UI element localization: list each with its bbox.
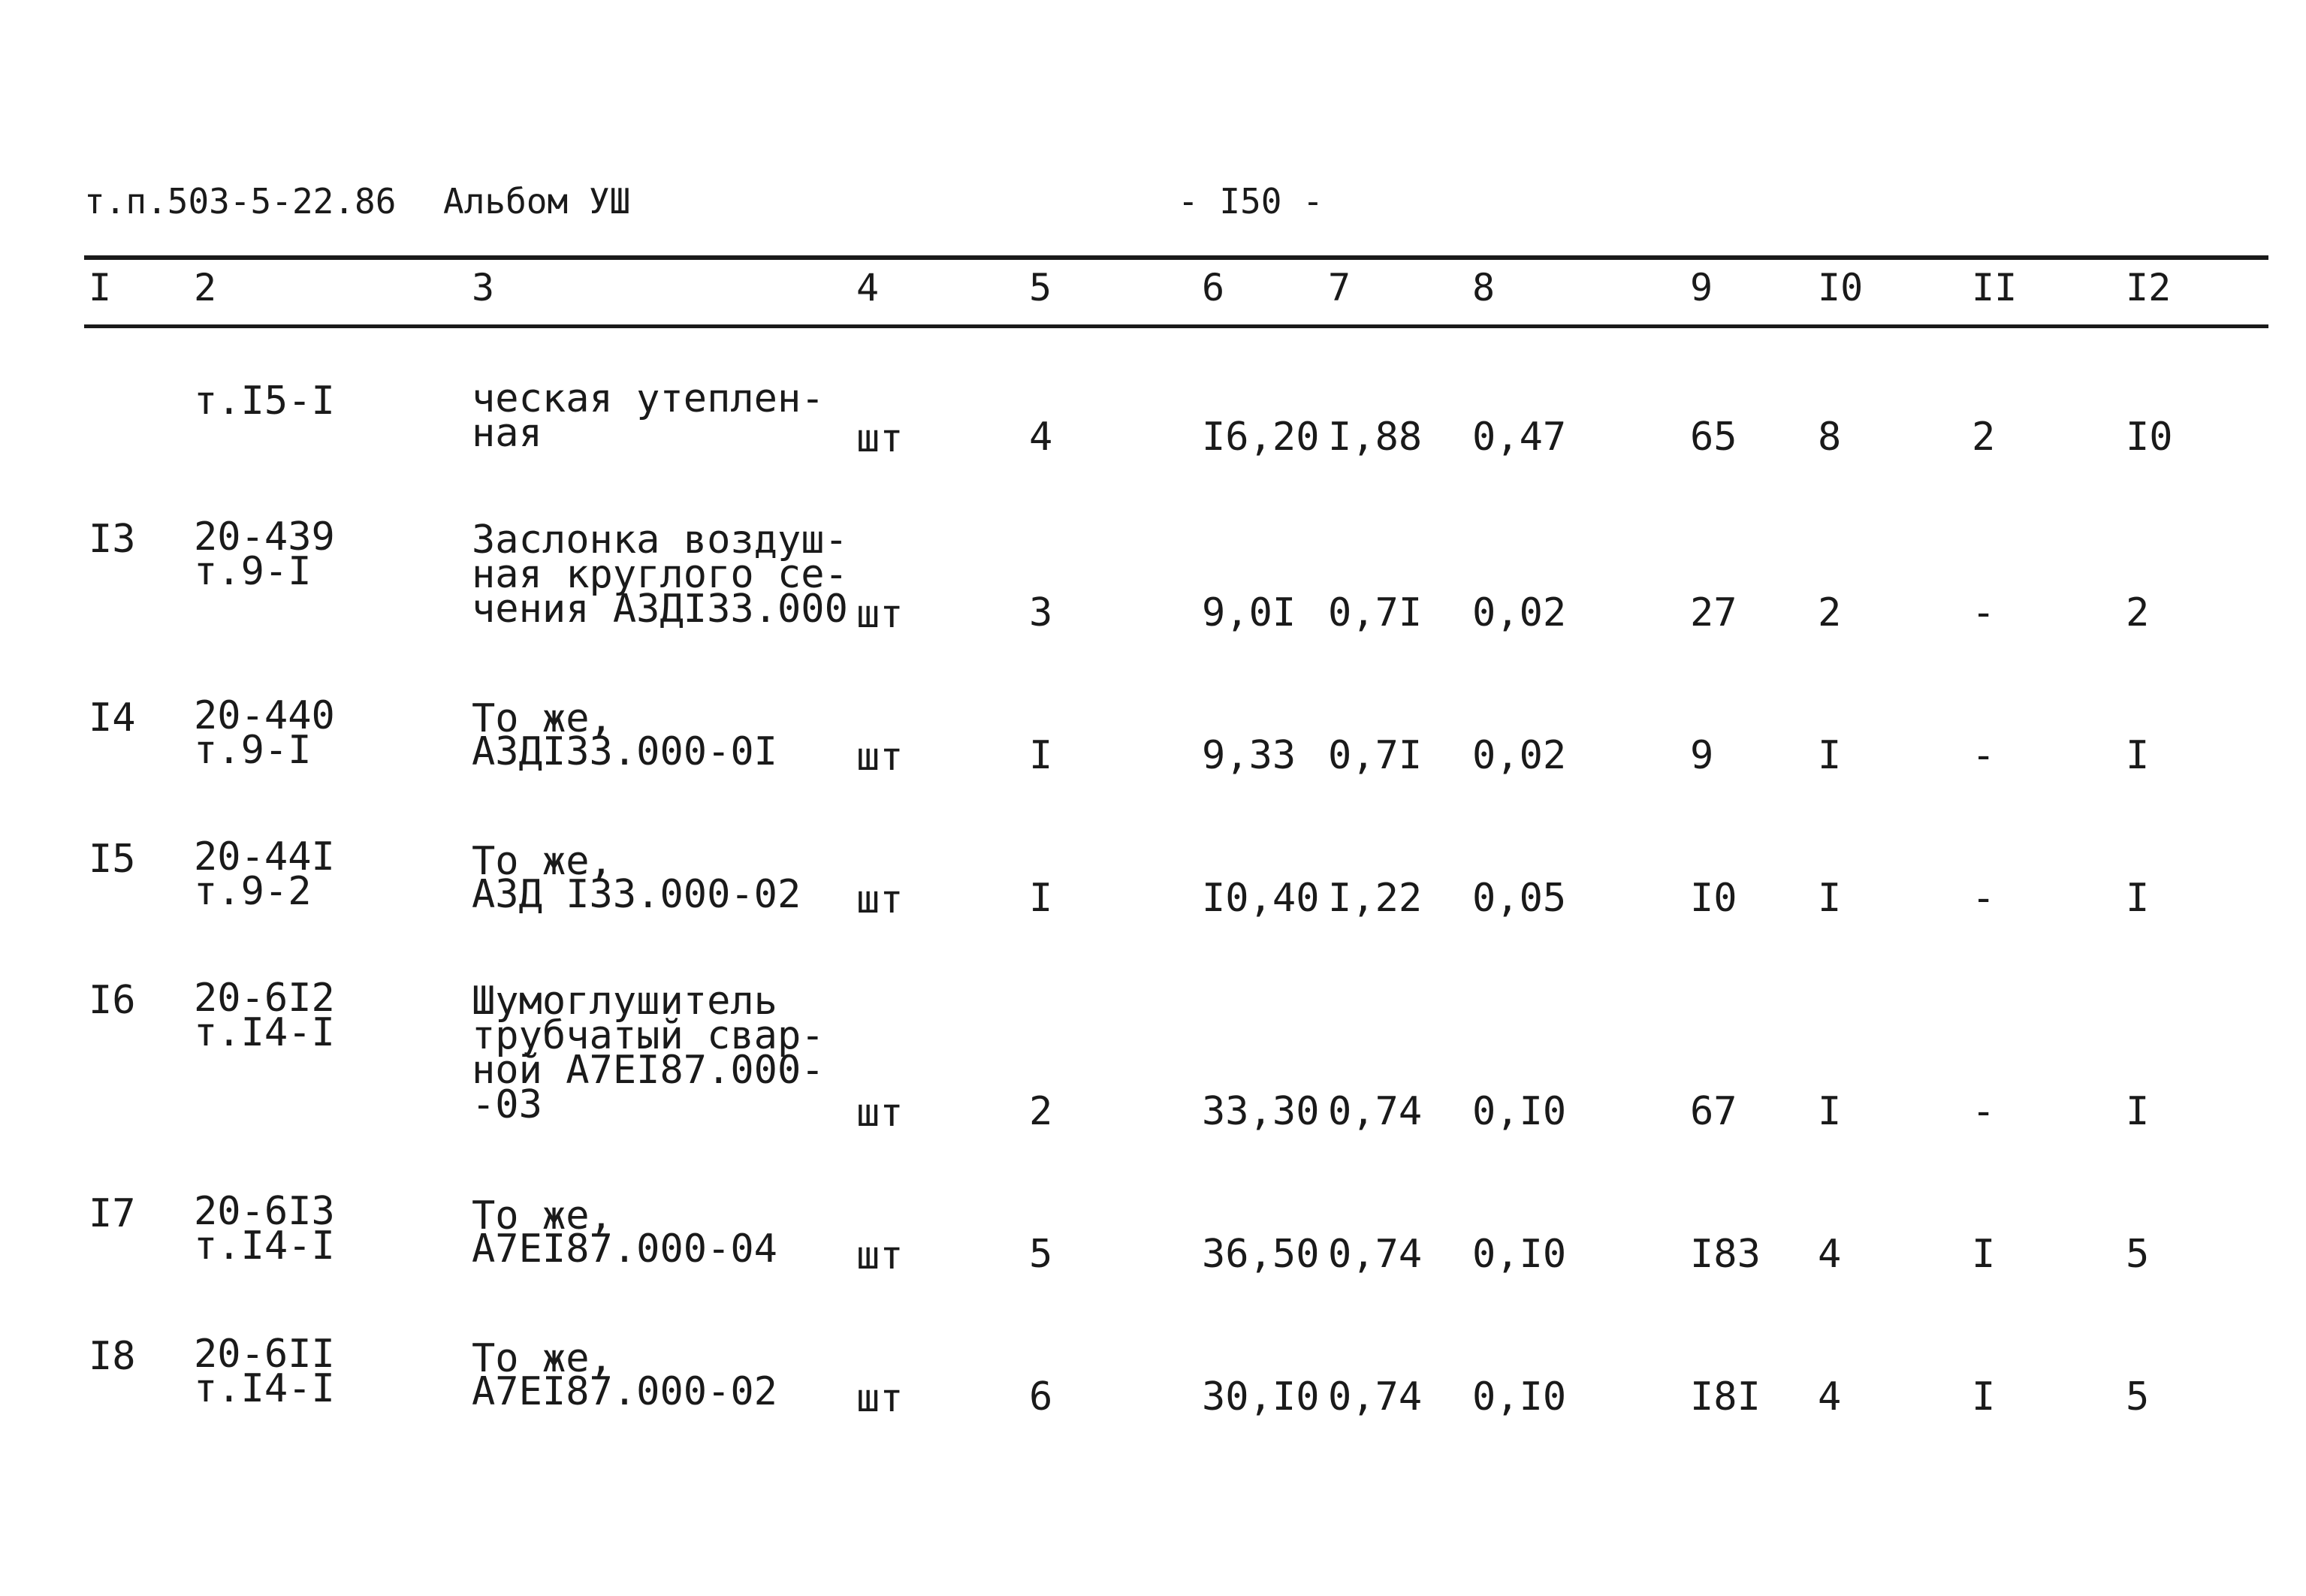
col11-cell: - — [1972, 876, 1996, 921]
col12-cell: I — [2126, 876, 2150, 921]
col7-cell: 0,7I — [1328, 733, 1423, 778]
col9-cell: 67 — [1690, 1089, 1737, 1134]
col6-cell: 9,0I — [1202, 590, 1296, 635]
catalog-ref-line: 20-6I2 — [194, 976, 335, 1021]
unit-cell: шт — [856, 877, 904, 922]
unit-cell: шт — [856, 735, 904, 780]
col8-cell: 0,47 — [1472, 415, 1567, 460]
quantity-cell: I — [1029, 733, 1053, 778]
col11-cell: - — [1972, 1089, 1996, 1134]
col11-cell: I — [1972, 1232, 1996, 1277]
quantity-cell: 6 — [1029, 1374, 1053, 1420]
col6-cell: I0,40 — [1202, 876, 1320, 921]
item-name-line: То же, — [472, 1336, 613, 1381]
catalog-ref-line: 20-439 — [194, 514, 335, 560]
quantity-cell: 5 — [1029, 1232, 1053, 1277]
catalog-ref-line: 20-6I3 — [194, 1189, 335, 1234]
catalog-ref-line: т.9-I — [194, 728, 312, 773]
col6-cell: I6,20 — [1202, 415, 1320, 460]
col9-cell: I8I — [1690, 1374, 1761, 1420]
unit-cell: шт — [856, 1091, 904, 1136]
col8-cell: 0,I0 — [1472, 1374, 1567, 1420]
column-header: I — [89, 266, 112, 309]
catalog-ref-line: т.9-I — [194, 549, 312, 594]
item-name-line: То же, — [472, 839, 613, 884]
item-name-line: То же, — [472, 1193, 613, 1238]
row-number: I7 — [89, 1191, 136, 1236]
item-name-line: ная — [472, 411, 542, 456]
col9-cell: I0 — [1690, 876, 1737, 921]
document-reference: т.п.503-5-22.86 — [84, 181, 397, 222]
column-header: 8 — [1472, 266, 1496, 309]
col6-cell: 9,33 — [1202, 733, 1296, 778]
quantity-cell: I — [1029, 876, 1053, 921]
col10-cell: I — [1818, 876, 1842, 921]
col10-cell: I — [1818, 733, 1842, 778]
catalog-ref-line: т.I4-I — [194, 1366, 335, 1411]
column-header: I2 — [2126, 266, 2172, 309]
column-header: 7 — [1328, 266, 1351, 309]
quantity-cell: 3 — [1029, 590, 1053, 635]
quantity-cell: 2 — [1029, 1089, 1053, 1134]
row-number: I5 — [89, 837, 136, 882]
col10-cell: 8 — [1818, 415, 1842, 460]
page-number: - I50 - — [1178, 181, 1324, 222]
col6-cell: 36,50 — [1202, 1232, 1320, 1277]
catalog-ref-line: т.I5-I — [194, 379, 335, 424]
col7-cell: 0,7I — [1328, 590, 1423, 635]
col9-cell: I83 — [1690, 1232, 1761, 1277]
catalog-ref-line: т.I4-I — [194, 1010, 335, 1055]
col6-cell: 33,30 — [1202, 1089, 1320, 1134]
catalog-ref-line: 20-440 — [194, 693, 335, 738]
col10-cell: 2 — [1818, 590, 1842, 635]
item-name-line: АЗДI33.000-0I — [472, 729, 777, 774]
unit-cell: шт — [856, 1233, 904, 1278]
col12-cell: 5 — [2126, 1232, 2150, 1277]
item-name-line: Заслонка воздуш- — [472, 517, 848, 563]
catalog-ref-line: 20-44I — [194, 834, 335, 879]
col9-cell: 27 — [1690, 590, 1737, 635]
col7-cell: I,22 — [1328, 876, 1423, 921]
item-name-line: То же, — [472, 696, 613, 741]
item-name-line: АЗД I33.000-02 — [472, 872, 801, 917]
column-header: 9 — [1690, 266, 1713, 309]
unit-cell: шт — [856, 1376, 904, 1421]
table-top-rule — [84, 255, 2268, 260]
col11-cell: 2 — [1972, 415, 1996, 460]
column-header: 2 — [194, 266, 217, 309]
col11-cell: - — [1972, 590, 1996, 635]
column-header: 3 — [472, 266, 495, 309]
col9-cell: 65 — [1690, 415, 1737, 460]
col8-cell: 0,02 — [1472, 733, 1567, 778]
item-name-line: А7ЕI87.000-02 — [472, 1369, 777, 1414]
catalog-ref-line: т.9-2 — [194, 869, 312, 914]
col8-cell: 0,05 — [1472, 876, 1567, 921]
column-header: II — [1972, 266, 2018, 309]
quantity-cell: 4 — [1029, 415, 1053, 460]
col11-cell: I — [1972, 1374, 1996, 1420]
col7-cell: 0,74 — [1328, 1089, 1423, 1134]
col8-cell: 0,I0 — [1472, 1232, 1567, 1277]
col9-cell: 9 — [1690, 733, 1714, 778]
col7-cell: 0,74 — [1328, 1232, 1423, 1277]
item-name-line: трубчатый свар- — [472, 1013, 825, 1058]
catalog-ref-line: 20-6II — [194, 1332, 335, 1377]
item-name-line: чения АЗДI33.000 — [472, 587, 848, 632]
item-name-line: ческая утеплен- — [472, 376, 825, 421]
column-header: 6 — [1202, 266, 1225, 309]
item-name-line: А7ЕI87.000-04 — [472, 1226, 777, 1272]
col7-cell: I,88 — [1328, 415, 1423, 460]
col10-cell: 4 — [1818, 1374, 1842, 1420]
catalog-ref-line: т.I4-I — [194, 1223, 335, 1269]
item-name-line: ной А7ЕI87.000- — [472, 1048, 825, 1093]
album-title: Альбом УШ — [443, 181, 631, 222]
col12-cell: 5 — [2126, 1374, 2150, 1420]
col12-cell: I — [2126, 1089, 2150, 1134]
column-header: 4 — [856, 266, 880, 309]
col8-cell: 0,02 — [1472, 590, 1567, 635]
column-header: I0 — [1818, 266, 1864, 309]
col12-cell: I — [2126, 733, 2150, 778]
unit-cell: шт — [856, 592, 904, 637]
row-number: I8 — [89, 1334, 136, 1379]
col10-cell: I — [1818, 1089, 1842, 1134]
col12-cell: I0 — [2126, 415, 2173, 460]
item-name-line: -03 — [472, 1082, 542, 1127]
item-name-line: Шумоглушитель — [472, 979, 777, 1024]
col8-cell: 0,I0 — [1472, 1089, 1567, 1134]
header-bottom-rule — [84, 324, 2268, 328]
row-number: I3 — [89, 517, 136, 562]
row-number: I4 — [89, 695, 136, 741]
item-name-line: ная круглого се- — [472, 552, 848, 597]
col11-cell: - — [1972, 733, 1996, 778]
row-number: I6 — [89, 978, 136, 1023]
col10-cell: 4 — [1818, 1232, 1842, 1277]
col7-cell: 0,74 — [1328, 1374, 1423, 1420]
unit-cell: шт — [856, 416, 904, 461]
col6-cell: 30,I0 — [1202, 1374, 1320, 1420]
column-header: 5 — [1029, 266, 1052, 309]
col12-cell: 2 — [2126, 590, 2150, 635]
